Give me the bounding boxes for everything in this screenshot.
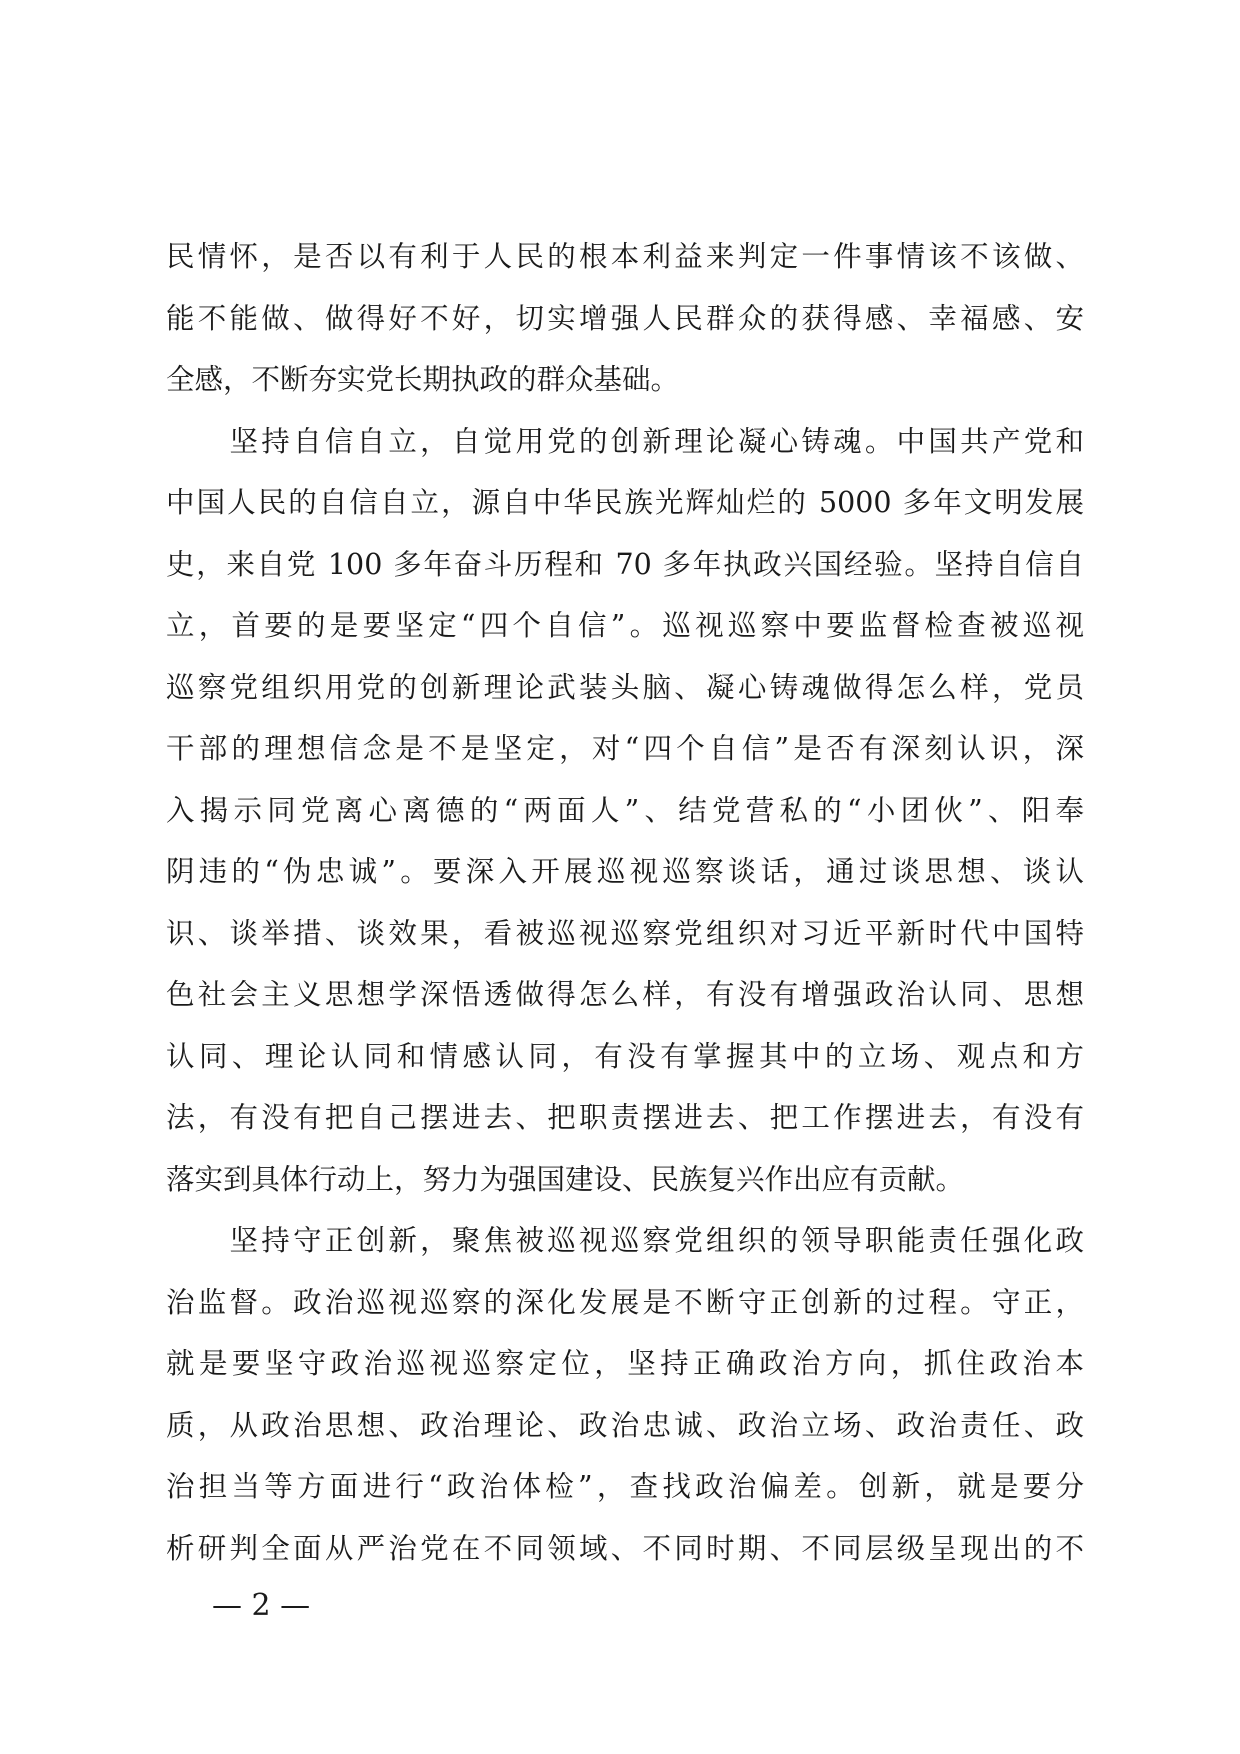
text-line: 色社会主义思想学深悟透做得怎么样，有没有增强政治认同、思想 (166, 978, 1084, 1011)
text-line: 质，从政治思想、政治理论、政治忠诚、政治立场、政治责任、政 (166, 1408, 1084, 1442)
text-line: 中国人民的自信自立，源自中华民族光辉灿烂的 5000 多年文明发展 (166, 486, 1084, 519)
text-line: 立，首要的是要坚定“四个自信”。巡视巡察中要监督检查被巡视 (166, 609, 1084, 642)
text-line: 全感，不断夯实党长期执政的群众基础。 (166, 363, 680, 396)
text-line: 民情怀，是否以有利于人民的根本利益来判定一件事情该不该做、 (166, 240, 1084, 273)
text-line: 坚持自信自立，自觉用党的创新理论凝心铸魂。中国共产党和 (166, 424, 1084, 458)
text-line: 干部的理想信念是不是坚定，对“四个自信”是否有深刻认识，深 (166, 732, 1084, 765)
text-line: 阴违的“伪忠诚”。要深入开展巡视巡察谈话，通过谈思想、谈认 (166, 855, 1084, 888)
text-line: 识、谈举措、谈效果，看被巡视巡察党组织对习近平新时代中国特 (166, 916, 1084, 950)
text-line: 坚持守正创新，聚焦被巡视巡察党组织的领导职能责任强化政 (166, 1224, 1084, 1257)
text-line: 落实到具体行动上，努力为强国建设、民族复兴作出应有贡献。 (166, 1162, 965, 1196)
text-line: 析研判全面从严治党在不同领域、不同时期、不同层级呈现出的不 (166, 1531, 1084, 1565)
text-line: 认同、理论认同和情感认同，有没有掌握其中的立场、观点和方 (166, 1039, 1084, 1073)
text-line: 治监督。政治巡视巡察的深化发展是不断守正创新的过程。守正， (166, 1285, 1084, 1319)
text-line: 能不能做、做得好不好，切实增强人民群众的获得感、幸福感、安 (166, 301, 1084, 335)
text-line: 史，来自党 100 多年奋斗历程和 70 多年执政兴国经验。坚持自信自 (166, 547, 1084, 581)
text-line: 入揭示同党离心离德的“两面人”、结党营私的“小团伙”、阳奉 (166, 793, 1084, 827)
body-text (166, 226, 1084, 1579)
text-line: 巡察党组织用党的创新理论武装头脑、凝心铸魂做得怎么样，党员 (166, 670, 1084, 704)
page-number: — 2 — (212, 1588, 311, 1623)
text-line: 就是要坚守政治巡视巡察定位，坚持正确政治方向，抓住政治本 (166, 1347, 1084, 1380)
text-line: 治担当等方面进行“政治体检”，查找政治偏差。创新，就是要分 (166, 1470, 1084, 1503)
text-line: 法，有没有把自己摆进去、把职责摆进去、把工作摆进去，有没有 (166, 1101, 1084, 1134)
